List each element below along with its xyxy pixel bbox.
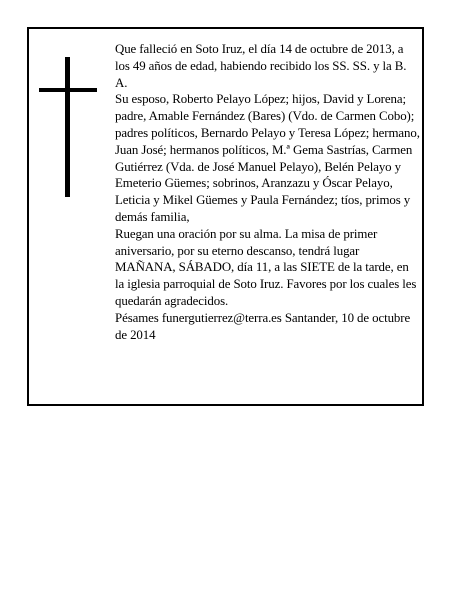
notice-text [115, 41, 420, 343]
notice-paragraph-condolences: Pésames funergutierrez@terra.es Santander, 10 de octubre de 2014 [115, 310, 411, 342]
cross-horizontal-bar [39, 88, 97, 92]
notice-paragraph-death: Que falleció en Soto Iruz, el día 14 de octubre de 2013, a los 49 años de edad, habiendo recibido los SS. SS. y la B. A. [115, 42, 407, 90]
cross-vertical-bar [65, 57, 70, 197]
notice-paragraph-mass: Ruegan una oración por su alma. La misa de primer aniversario, por su eterno descanso, tendrá lugar MAÑANA, SÁBADO, día 11, a las SIETE de la tarde, en la iglesia parroquial de Soto Iruz. Favores por los cuales les quedarán agradecidos. [115, 226, 417, 308]
cross-icon [39, 57, 97, 197]
obituary-notice [27, 27, 424, 406]
notice-paragraph-family: Su esposo, Roberto Pelayo López; hijos, David y Lorena; padre, Amable Fernández (Bares) (Vdo. de Carmen Cobo); padres políticos, Bernardo Pelayo y Teresa López; hermano, Juan José; hermanos políticos, M.ª Gema Sastrías, Carmen Gutiérrez (Vda. de José Manuel Pelayo), Belén Pelayo y Emeterio Güemes; sobrinos, Aranzazu y Óscar Pelayo, Leticia y Mikel Güemes y Paula Fernández; tíos, primos y demás familia, [115, 92, 420, 224]
